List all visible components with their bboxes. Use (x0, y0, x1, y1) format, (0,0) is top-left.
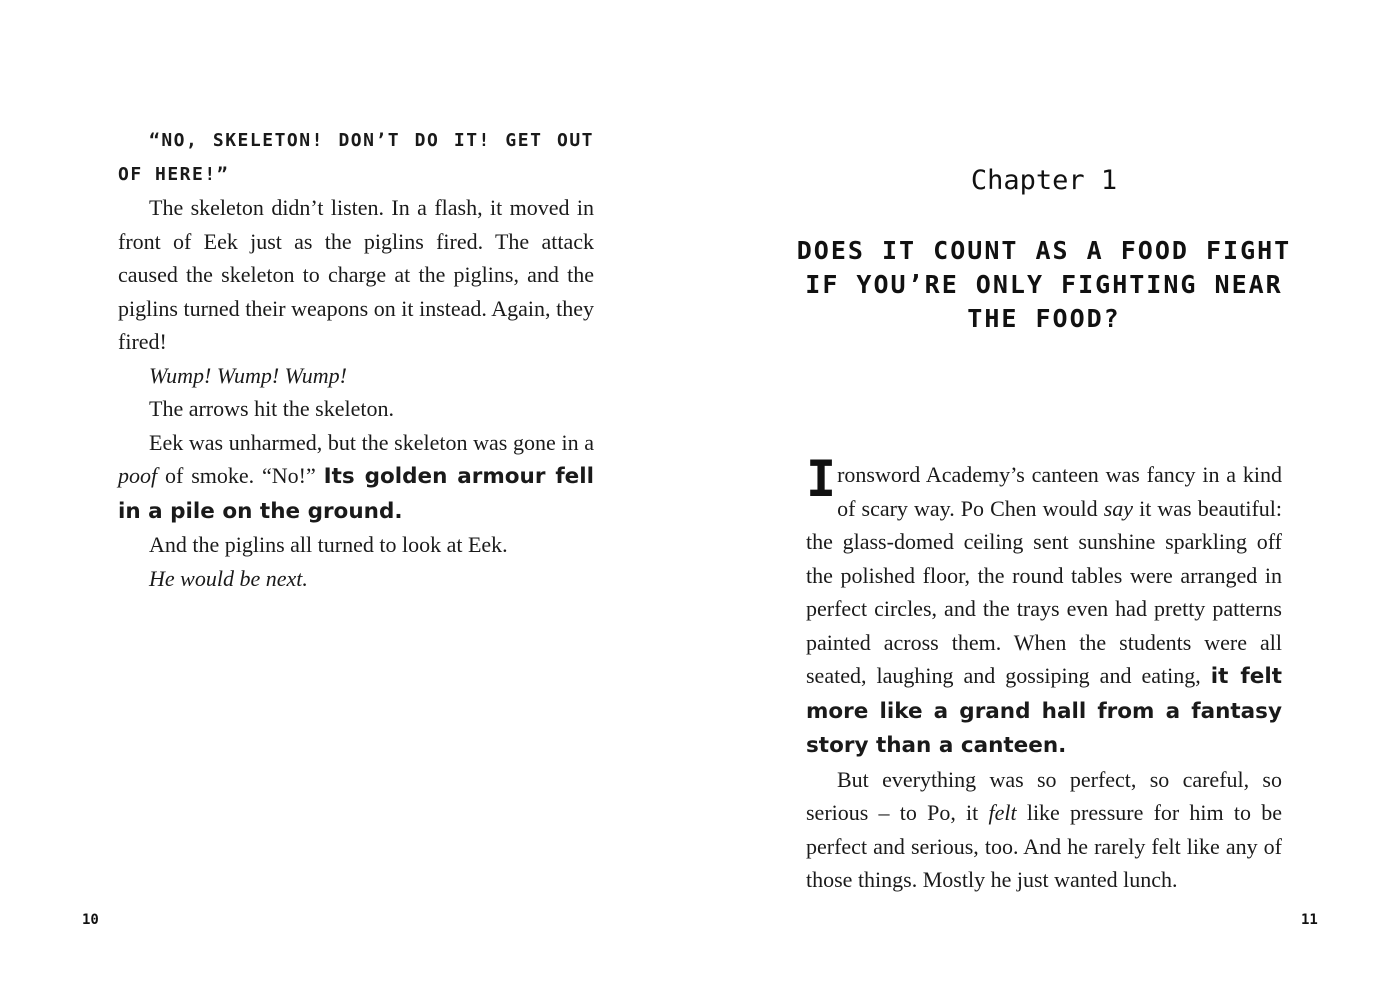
text-run: like pressure for him to be perfect and serious, too. And he rarely felt like any of those things. Mostly he just wanted lunch. (806, 800, 1282, 892)
paragraph (118, 426, 594, 529)
paragraph (806, 450, 1282, 763)
text-run: of smoke. “No!” (157, 463, 324, 488)
italic-text: say (1103, 495, 1134, 521)
right-page-text (806, 450, 1282, 897)
drop-cap: I (806, 450, 837, 508)
text-run: it was beautiful: the glass-domed ceiling sent sunshine sparkling off the polished floor, the round tables were arranged in perfect circles, and the trays even had pretty patterns painted across them. When the students were all seated, laughing and gossiping and eating, (806, 495, 1282, 688)
paragraph: The skeleton didn’t listen. In a flash, it moved in front of Eek just as the piglins fired. The attack caused the skeleton to charge at the piglins, and the piglins turned their weapons on it instead. Again, they fired! (118, 195, 594, 354)
shout-paragraph: “NO, SKELETON! DON’T DO IT! GET OUT OF HERE!” (118, 130, 594, 185)
chapter-title: DOES IT COUNT AS A FOOD FIGHT IF YOU’RE ONLY FIGHTING NEAR THE FOOD? (796, 236, 1292, 333)
text-run: ronsword Academy’s canteen was fancy in a kind of scary way. Po Chen would (837, 462, 1282, 521)
paragraph (806, 763, 1282, 897)
left-page-text (118, 124, 594, 595)
paragraph: The arrows hit the skeleton. (149, 396, 394, 421)
bold-text: Its golden armour fell in a pile on the ground. (118, 464, 594, 524)
bold-text: it felt more like a grand hall from a fantasy story than a canteen. (806, 664, 1282, 758)
paragraph: And the piglins all turned to look at Eek. (149, 532, 508, 557)
italic-text: felt (988, 800, 1017, 825)
page-number-right: 11 (1301, 912, 1318, 928)
sound-effect-paragraph: Wump! Wump! Wump! (149, 362, 347, 388)
italic-paragraph: He would be next. (149, 565, 308, 591)
text-run: But everything was so perfect, so careful, so serious – to Po, it (806, 766, 1282, 825)
page-number-left: 10 (82, 912, 99, 928)
text-run: Eek was unharmed, but the skeleton was gone in a (149, 429, 594, 455)
italic-text: poof (118, 463, 158, 488)
chapter-label: Chapter 1 (970, 165, 1118, 196)
